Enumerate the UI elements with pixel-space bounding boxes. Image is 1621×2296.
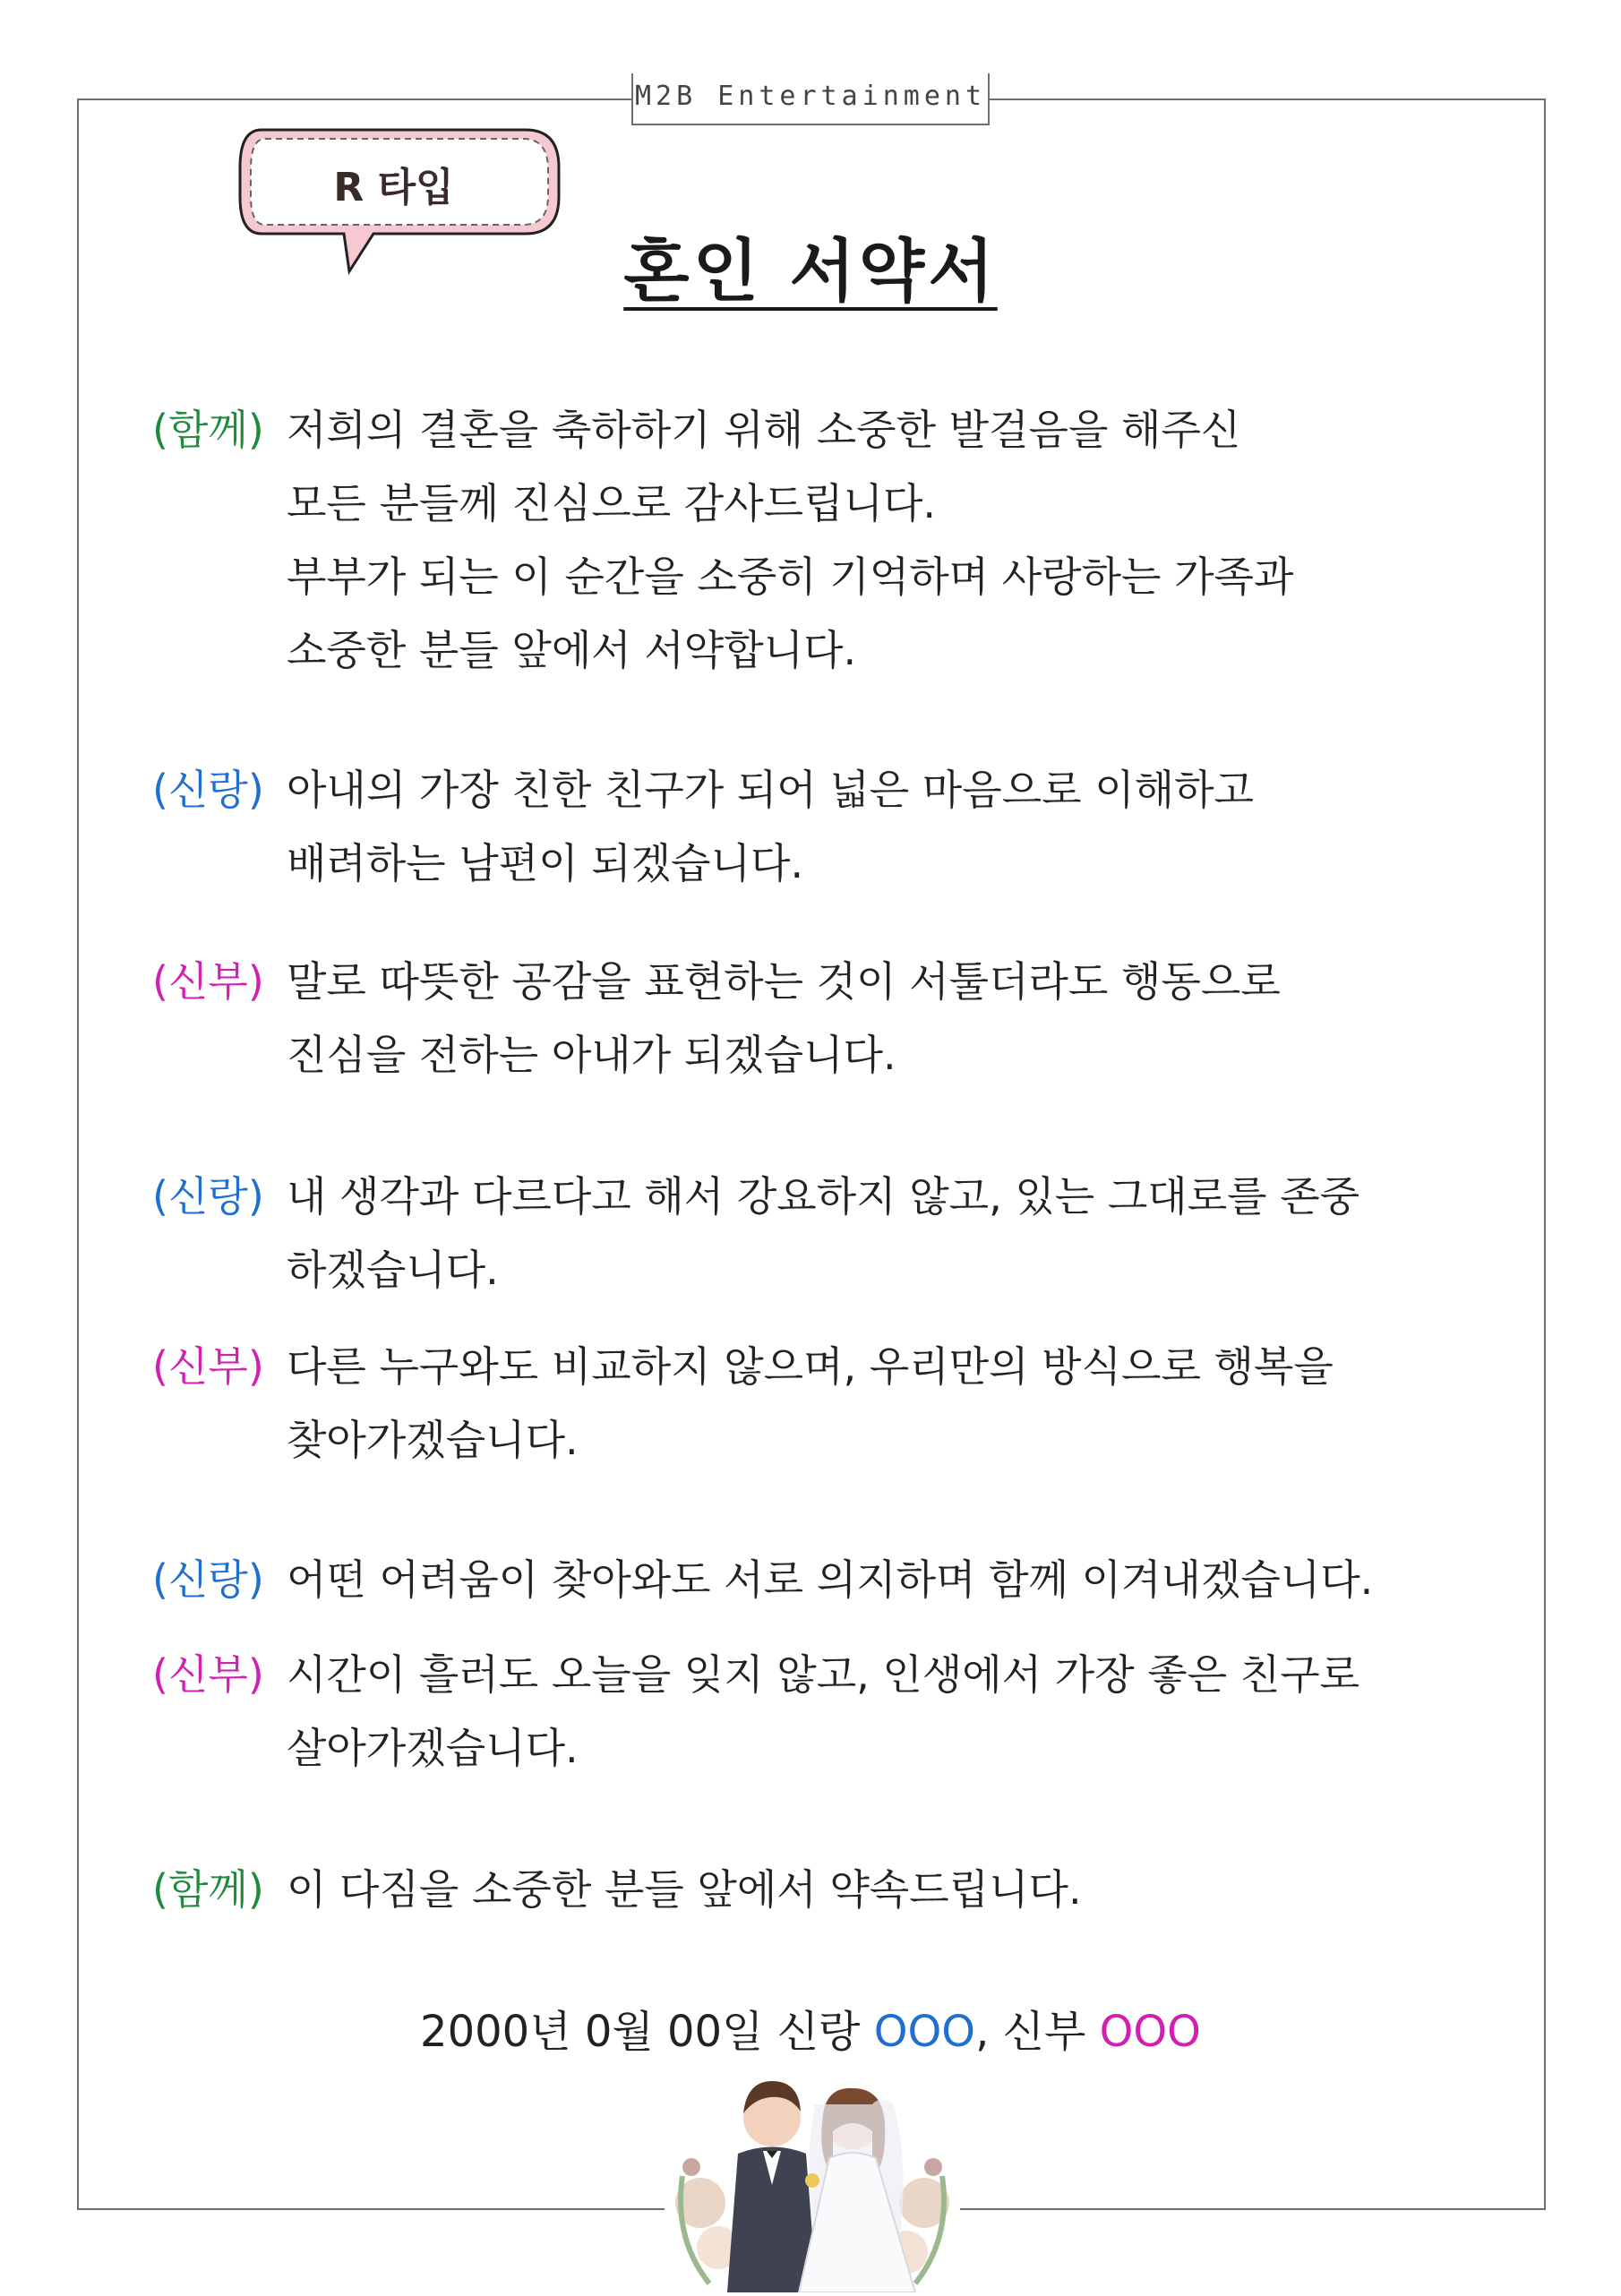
page-title: 혼인 서약서 [623,231,998,311]
groom-name: OOO [873,2007,976,2057]
speaker-tag-together: (함께) [152,406,264,454]
vow-line: 살아가겠습니다. [287,1724,579,1772]
vow-text: 내 생각과 다르다고 해서 강요하지 않고, 있는 그대로를 존중 [287,1172,1360,1221]
vow-line: 모든 분들께 진심으로 감사드립니다. [287,479,937,527]
vow-text: 이 다짐을 소중한 분들 앞에서 약속드립니다. [287,1865,1082,1914]
vow-text: 말로 따뜻한 공감을 표현하는 것이 서툴더라도 행동으로 [287,957,1281,1006]
speaker-tag-together: (함께) [152,1865,264,1914]
speaker-tag-groom: (신랑) [152,766,264,814]
signature-separator: , [975,2007,990,2057]
vow-line [152,1852,1082,1927]
type-badge [235,121,568,278]
vow-line [152,1637,1359,1712]
bride-name: OOO [1099,2007,1201,2057]
vow-text: 어떤 어려움이 찾아와도 서로 의지하며 함께 이겨내겠습니다. [287,1555,1374,1604]
brand-label: M2B Entertainment [631,73,990,125]
vow-text: 시간이 흘러도 오늘을 잊지 않고, 인생에서 가장 좋은 친구로 [287,1650,1360,1699]
vow-text: 다른 누구와도 비교하지 않으며, 우리만의 방식으로 행복을 [287,1342,1334,1391]
vow-line: 진심을 전하는 아내가 되겠습니다. [287,1031,896,1079]
vow-line [152,752,1254,827]
vow-line: 하겠습니다. [287,1246,499,1294]
vow-line [152,1542,1373,1617]
vow-text: 아내의 가장 친한 친구가 되어 넓은 마음으로 이해하고 [287,766,1254,814]
speaker-tag-groom: (신랑) [152,1555,264,1604]
speaker-tag-bride: (신부) [152,1650,264,1699]
vow-line: 찾아가겠습니다. [287,1416,579,1464]
groom-label: 신랑 [776,2007,861,2057]
vow-line: 소중한 분들 앞에서 서약합니다. [287,626,857,674]
bride-label: 신부 [1002,2007,1086,2057]
vow-line [152,392,1240,467]
signature-date: 2000년 0월 00일 [420,2007,764,2057]
speaker-tag-bride: (신부) [152,1342,264,1391]
signature-line [0,1997,1621,2059]
wedding-couple-illustration-icon [665,2069,960,2292]
speaker-tag-bride: (신부) [152,957,264,1006]
speaker-tag-groom: (신랑) [152,1172,264,1221]
vow-line [152,1329,1334,1404]
vow-line [152,1159,1359,1234]
vow-text: 저희의 결혼을 축하하기 위해 소중한 발걸음을 해주신 [287,406,1241,454]
vow-line [152,944,1281,1019]
vow-line: 부부가 되는 이 순간을 소중히 기억하며 사랑하는 가족과 [287,553,1294,601]
badge-label: R 타입 [333,165,454,210]
vow-line: 배려하는 남편이 되겠습니다. [287,839,804,887]
